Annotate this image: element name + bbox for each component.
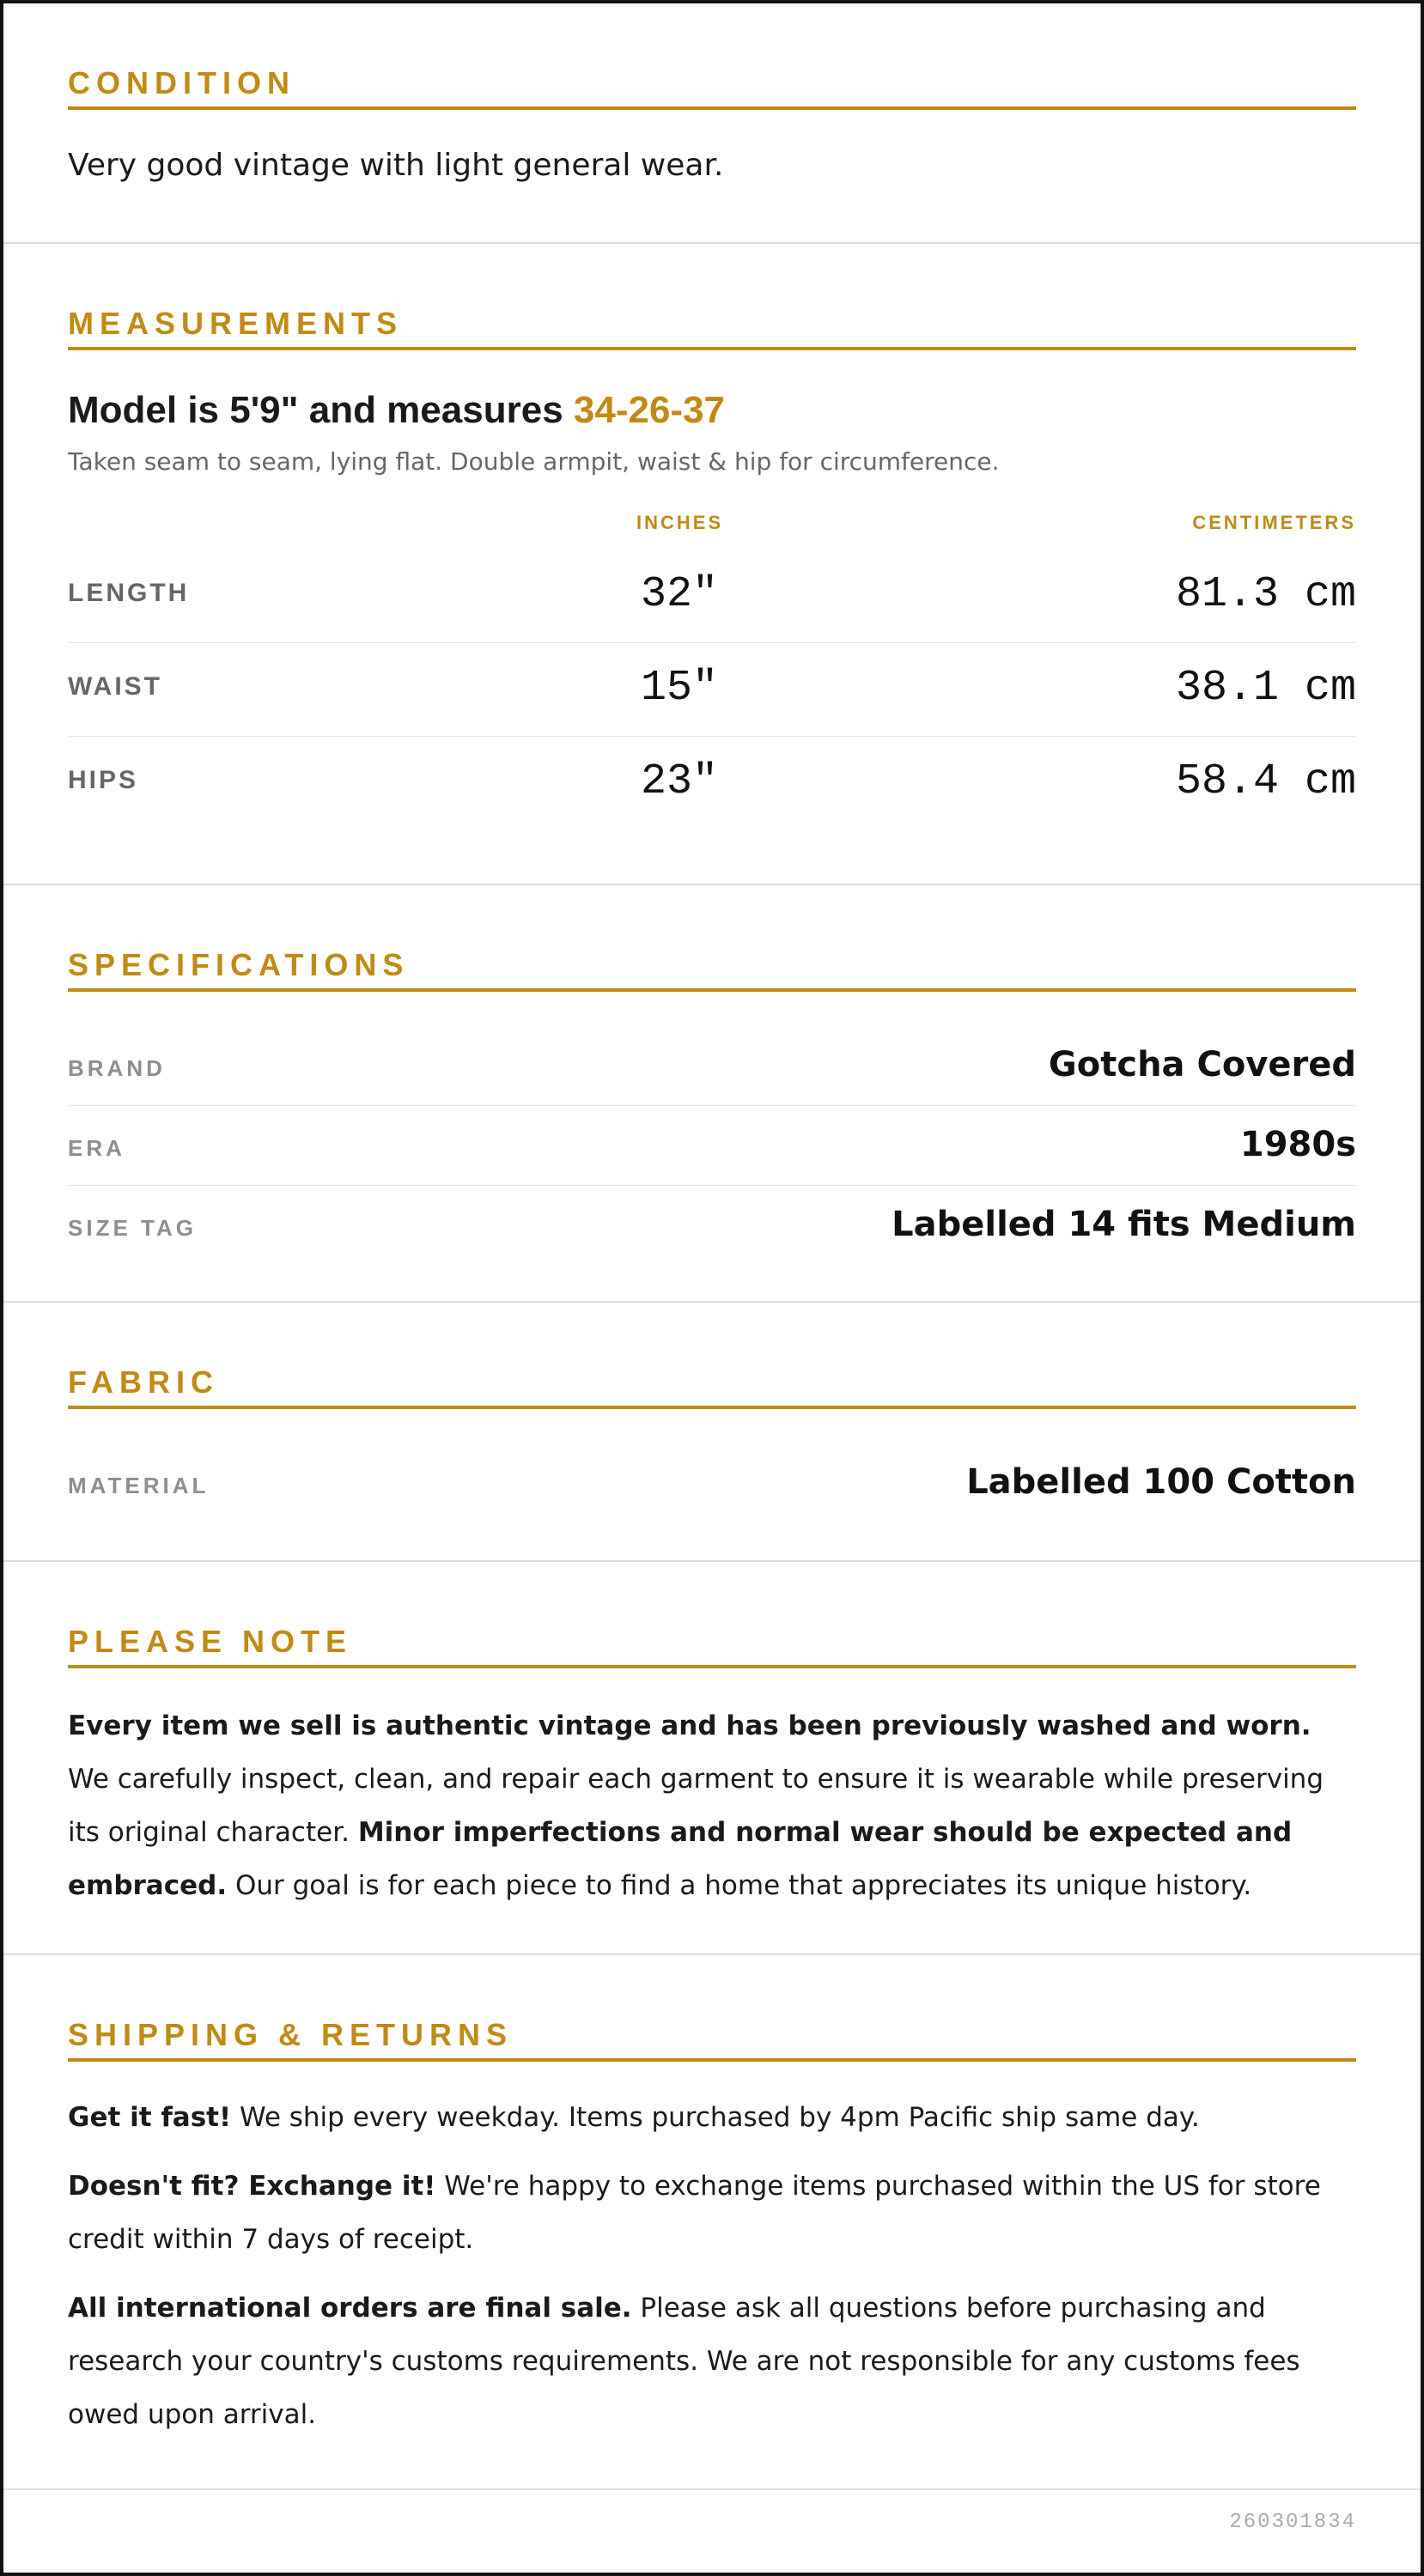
fabric-value: Labelled 100 Cotton <box>966 1462 1356 1502</box>
measurements-section <box>3 244 1421 885</box>
shipping-heading: SHIPPING & RETURNS <box>68 1955 1356 2062</box>
measurement-label: WAIST <box>68 672 162 701</box>
spec-key: ERA <box>68 1135 125 1161</box>
shipping-text: We ship every weekday. Items purchased by 4pm Pacific ship same day. <box>231 2102 1200 2133</box>
measurement-row-hips <box>68 737 1356 829</box>
footer <box>3 2490 1421 2573</box>
column-centimeters: CENTIMETERS <box>1192 512 1356 533</box>
spec-value: Labelled 14 fits Medium <box>892 1205 1356 1244</box>
shipping-bold: All international orders are final sale. <box>68 2293 632 2324</box>
spec-row-size-tag <box>68 1186 1356 1265</box>
measurement-cm: 58.4 cm <box>1175 757 1356 806</box>
measurement-row-waist <box>68 643 1356 737</box>
spec-row-era <box>68 1106 1356 1186</box>
note-text-2: Our goal is for each piece to find a home that appreciates its unique history. <box>227 1870 1252 1901</box>
shipping-bold: Get it fast! <box>68 2102 232 2133</box>
spec-key: SIZE TAG <box>68 1215 197 1241</box>
column-inches: INCHES <box>636 512 724 533</box>
spec-key: BRAND <box>68 1055 166 1081</box>
measurement-label: LENGTH <box>68 579 190 607</box>
shipping-paragraph-fast <box>68 2091 1356 2144</box>
model-measurements <box>68 386 1356 434</box>
shipping-text: Please ask all questions before purchasing and research your country's customs requirements. We are not responsible for any customs fees owed upon arrival. <box>68 2293 1300 2430</box>
fabric-row-material <box>68 1443 1356 1522</box>
measurement-inches: 15" <box>641 664 719 713</box>
measurement-cm: 38.1 cm <box>1175 664 1356 713</box>
shipping-paragraph-international <box>68 2281 1356 2441</box>
fabric-heading: FABRIC <box>68 1303 1356 1409</box>
shipping-text: We're happy to exchange items purchased within the US for store credit within 7 days of receipt. <box>68 2171 1321 2255</box>
please-note-text <box>68 1699 1356 1912</box>
shipping-bold: Doesn't fit? Exchange it! <box>68 2171 436 2202</box>
note-text-1: We carefully inspect, clean, and repair each garment to ensure it is wearable while preserving its original character. <box>68 1764 1324 1848</box>
item-id: 260301834 <box>1229 2511 1356 2534</box>
spec-row-brand <box>68 1026 1356 1106</box>
specifications-section <box>3 885 1421 1303</box>
measurements-heading: MEASUREMENTS <box>68 244 1356 350</box>
fabric-key: MATERIAL <box>68 1473 210 1498</box>
measurement-inches: 32" <box>641 570 719 619</box>
spec-value: 1980s <box>1239 1125 1356 1164</box>
measurement-cm: 81.3 cm <box>1175 570 1356 619</box>
measurements-note: Taken seam to seam, lying flat. Double armpit, waist & hip for circumference. <box>68 447 1000 476</box>
condition-heading: CONDITION <box>68 3 1356 110</box>
measurements-table-header <box>68 512 1356 550</box>
note-bold-2: Minor imperfections and normal wear should be expected and embraced. <box>68 1817 1293 1901</box>
model-prefix: Model is 5'9" and measures <box>68 389 574 431</box>
shipping-returns-section <box>3 1955 1421 2490</box>
measurement-inches: 23" <box>641 757 719 806</box>
please-note-heading: PLEASE NOTE <box>68 1562 1356 1668</box>
spec-value: Gotcha Covered <box>1048 1045 1356 1084</box>
measurement-row-length <box>68 550 1356 643</box>
please-note-section <box>3 1562 1421 1955</box>
shipping-paragraph-exchange <box>68 2160 1356 2266</box>
specifications-heading: SPECIFICATIONS <box>68 885 1356 992</box>
condition-text: Very good vintage with light general wear. <box>68 148 724 183</box>
model-measure-value: 34-26-37 <box>573 389 726 431</box>
fabric-section <box>3 1303 1421 1562</box>
note-bold-1: Every item we sell is authentic vintage and has been previously washed and worn. <box>68 1710 1311 1741</box>
condition-section <box>3 3 1421 244</box>
measurement-label: HIPS <box>68 766 139 794</box>
